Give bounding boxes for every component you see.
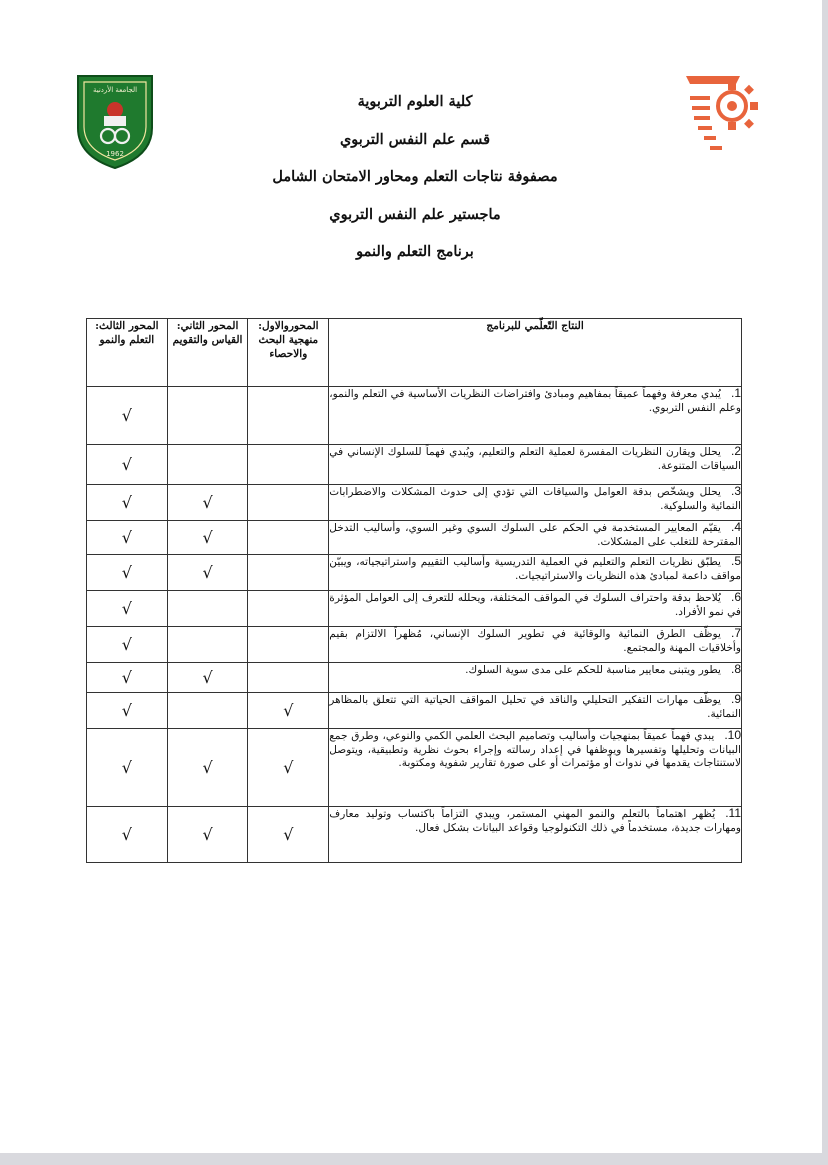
axis2-check-cell: [167, 693, 248, 729]
outcomes-matrix-table: [86, 318, 742, 863]
axis3-check-cell: √: [87, 485, 168, 521]
outcome-number: 2.: [730, 444, 741, 458]
axis2-check-cell: √: [167, 485, 248, 521]
outcome-number: 7.: [730, 626, 741, 640]
axis3-check-cell: √: [87, 521, 168, 555]
outcome-number: 10.: [724, 728, 742, 742]
outcome-number: 9.: [730, 692, 741, 706]
crest-year: 1962: [106, 150, 124, 158]
axis2-check-cell: √: [167, 807, 248, 863]
outcome-text: يطور ويتبنى معايير مناسبة للحكم على مدى سوية السلوك.: [465, 664, 721, 676]
outcome-cell: [329, 729, 742, 807]
outcome-cell: [329, 485, 742, 521]
college-name: كلية العلوم التربوية: [357, 93, 473, 110]
matrix-title: مصفوفة نتاجات التعلم ومحاور الامتحان الشامل: [272, 168, 558, 185]
outcome-text: يوظّف مهارات التفكير التحليلي والناقد في تحليل المواقف الحياتية التي تتعلق بالمظاهر النمائية.: [329, 694, 741, 720]
outcome-cell: [329, 555, 742, 591]
axis3-check-cell: √: [87, 729, 168, 807]
axis3-check-cell: √: [87, 591, 168, 627]
outcome-number: 11.: [725, 806, 741, 820]
outcome-text: يطبّق نظريات التعلم والتعليم في العملية التدريسية وأساليب التقييم واستراتيجياته، ويبيّن مواقف داعمة لمبادئ هذه النظريات والاستراتيجيات.: [329, 556, 741, 582]
axis2-check-cell: [167, 591, 248, 627]
axis2-check-cell: [167, 387, 248, 445]
outcome-text: يحلل ويقارن النظريات المفسرة لعملية التعلم والتعليم، ويُبدي فهماً للسلوك الإنساني في السياقات المتنوعة.: [329, 446, 741, 472]
table-row: [87, 663, 742, 693]
table-row: [87, 555, 742, 591]
outcome-text: يُلاحظ بدقة واحتراف السلوك في المواقف المختلفة، ويحلله للتعرف إلى العوامل المؤثرة في نمو الأفراد.: [329, 592, 741, 618]
table-row: [87, 693, 742, 729]
axis1-check-cell: √: [248, 807, 329, 863]
axis2-check-cell: √: [167, 663, 248, 693]
table-row: [87, 627, 742, 663]
axis1-check-cell: [248, 521, 329, 555]
outcome-text: يُبدي معرفة وفهماً عميقاً بمفاهيم ومبادئ وافتراضات النظريات الأساسية في التعلم والنمو، وعلم النفس التربوي.: [329, 388, 741, 414]
outcome-cell: [329, 445, 742, 485]
axis1-check-cell: [248, 485, 329, 521]
axis2-column-header: المحور الثاني: القياس والتقويم: [167, 319, 248, 387]
university-crest-logo: [74, 70, 156, 170]
axis1-check-cell: √: [248, 729, 329, 807]
table-row: [87, 591, 742, 627]
axis1-column-header: المحوروالاول: منهجية البحث والاحصاء: [248, 319, 329, 387]
outcome-text: يبدي فهماً عميقاً بمنهجيات وأساليب وتصاميم البحث العلمي الكمي والنوعي، وطرق جمع البيانات وتحليلها وتفسيرها ويوظفها في إعداد رسالته وإجراء بحوث نظرية وتطبيقية، ويتوصل لاستنتاجات يقدمها في ندوات أو مؤتمرات أو على صورة تقارير شفوية ومكتوبة.: [329, 730, 741, 769]
department-name: قسم علم النفس التربوي: [339, 130, 491, 148]
outcome-cell: [329, 627, 742, 663]
outcome-text: يقيّم المعايير المستخدمة في الحكم على السلوك السوي وغير السوي، وأساليب التدخل المقترحة للتغلب على المشكلات.: [329, 522, 741, 548]
outcome-number: 6.: [730, 590, 741, 604]
axis3-check-cell: √: [87, 693, 168, 729]
outcome-number: 5.: [730, 554, 741, 568]
table-row: [87, 485, 742, 521]
table-header-row: [87, 319, 742, 387]
faculty-gear-logo: [680, 68, 762, 168]
axis1-check-cell: [248, 387, 329, 445]
axis1-check-cell: [248, 445, 329, 485]
axis3-check-cell: √: [87, 807, 168, 863]
outcome-number: 4.: [730, 520, 741, 534]
axis3-check-cell: √: [87, 387, 168, 445]
outcome-text: يُظهر اهتماماً بالتعلم والنمو المهني المستمر، ويبدي التزاماً باكتساب وتوليد معارف ومهارات جديدة، مستخدماً في ذلك التكنولوجيا وقواعد البيانات بشكل فعال.: [329, 808, 741, 834]
table-row: [87, 807, 742, 863]
outcome-cell: [329, 591, 742, 627]
outcome-cell: [329, 663, 742, 693]
outcome-column-header: النتاج التّعلّمي للبرنامج: [329, 319, 742, 387]
axis3-check-cell: √: [87, 555, 168, 591]
outcome-number: 3.: [730, 484, 741, 498]
table-row: [87, 521, 742, 555]
axis1-check-cell: [248, 591, 329, 627]
table-body: [87, 387, 742, 863]
axis2-check-cell: [167, 445, 248, 485]
table-row: [87, 729, 742, 807]
outcome-cell: [329, 521, 742, 555]
axis2-check-cell: √: [167, 555, 248, 591]
axis2-check-cell: [167, 627, 248, 663]
table-row: [87, 445, 742, 485]
outcome-text: يحلل ويشخّص بدقة العوامل والسياقات التي تؤدي إلى حدوث المشكلات والاضطرابات النمائية والسلوكية.: [329, 486, 741, 512]
axis2-check-cell: √: [167, 729, 248, 807]
outcome-cell: [329, 693, 742, 729]
crest-text: الجامعة الأردنية: [92, 86, 138, 94]
axis1-check-cell: [248, 555, 329, 591]
outcome-cell: [329, 807, 742, 863]
document-headings: [200, 92, 630, 280]
table-row: [87, 387, 742, 445]
program-name: برنامج التعلم والنمو: [356, 243, 474, 260]
axis2-check-cell: √: [167, 521, 248, 555]
axis3-check-cell: √: [87, 445, 168, 485]
outcome-text: يوظّف الطرق النمائية والوقائية في تطوير السلوك الإنساني، مُظهراً الالتزام بقيم وأخلاقيات المهنة والمجتمع.: [329, 628, 741, 654]
outcome-number: 1.: [730, 386, 741, 400]
axis1-check-cell: [248, 627, 329, 663]
axis1-check-cell: √: [248, 693, 329, 729]
axis3-column-header: المحور الثالث: التعلم والنمو: [87, 319, 168, 387]
axis1-check-cell: [248, 663, 329, 693]
axis3-check-cell: √: [87, 627, 168, 663]
degree-name: ماجستير علم النفس التربوي: [329, 205, 501, 223]
outcome-number: 8.: [730, 662, 741, 676]
outcome-cell: [329, 387, 742, 445]
axis3-check-cell: √: [87, 663, 168, 693]
